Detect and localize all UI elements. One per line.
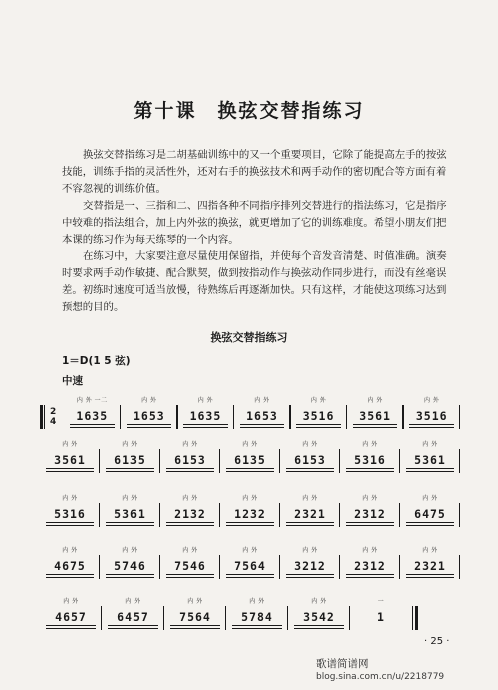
measure <box>102 596 164 632</box>
measure <box>234 395 291 431</box>
paragraph-2-text: 交替指是一、三指和二、四指各种不同指序排列交替进行的指法练习，它是指序中较难的指法组合，加上内外弦的换弦，就更增加了它的训练难度。希望小朋友们把本课的练习作为每天练琴的一个内容。 <box>62 200 447 246</box>
beam-line <box>346 525 394 526</box>
beam-line <box>232 628 282 629</box>
beam-line <box>70 427 115 428</box>
beam-line <box>46 471 94 472</box>
score-row <box>40 545 460 581</box>
measure-notes: 5361 <box>114 507 146 521</box>
beam-line <box>127 424 172 425</box>
fingering-marks: 内 外 <box>362 441 378 448</box>
measure <box>40 545 100 581</box>
measure-notes: 5316 <box>354 453 386 467</box>
fingering-marks: 内 外 <box>242 547 258 554</box>
beam-line <box>170 625 220 626</box>
measure-notes: 5746 <box>114 559 146 573</box>
measure-notes: 7546 <box>174 559 206 573</box>
measure-notes: 2321 <box>294 507 326 521</box>
measure <box>226 596 288 632</box>
measure <box>220 493 280 529</box>
beam-line <box>286 468 334 469</box>
beam-line <box>106 574 154 575</box>
page-number: · 25 · <box>424 636 450 647</box>
measure <box>350 596 412 632</box>
beam-line <box>294 625 344 626</box>
measure <box>100 439 160 475</box>
beam-line <box>226 471 274 472</box>
measure <box>100 493 160 529</box>
measure <box>220 545 280 581</box>
watermark-url: blog.sina.com.cn/u/2218779 <box>316 672 445 682</box>
paragraph-3 <box>62 248 454 316</box>
measure-notes: 1653 <box>246 409 278 423</box>
measure <box>340 545 400 581</box>
measure <box>160 493 220 529</box>
beam-line <box>406 525 454 526</box>
fingering-marks: 内 外 <box>182 495 198 502</box>
measure <box>347 395 404 431</box>
beam-line <box>106 522 154 523</box>
measure-notes: 1653 <box>132 409 165 423</box>
beam-line <box>106 468 154 469</box>
beam-line <box>406 574 454 575</box>
lesson-title: 第十课 换弦交替指练习 <box>133 100 365 122</box>
measure-notes: 6153 <box>174 453 206 467</box>
beam-line <box>166 577 214 578</box>
measure <box>400 545 460 581</box>
beam-line <box>232 625 282 626</box>
fingering-marks: 内 外 <box>182 547 198 554</box>
measure <box>40 596 102 632</box>
measure <box>64 395 121 431</box>
fingering-marks: 内 外 <box>422 441 438 448</box>
time-signature <box>50 407 56 427</box>
fingering-marks: 内 外 <box>422 495 438 502</box>
beam-line <box>346 468 394 469</box>
measure-notes: 2312 <box>354 559 386 573</box>
beam-line <box>296 427 341 428</box>
fingering-marks: 内 外 <box>63 598 79 605</box>
beam-line <box>166 468 214 469</box>
beam-line <box>406 468 454 469</box>
beam-line <box>106 577 154 578</box>
fingering-marks: 内 外 <box>125 598 141 605</box>
barline <box>459 555 460 579</box>
fingering-marks: 内 外 <box>242 495 258 502</box>
watermark-site-name: 歌谱简谱网 <box>316 658 369 670</box>
beam-line <box>226 522 274 523</box>
beam-line <box>286 574 334 575</box>
beam-line <box>166 522 214 523</box>
barline <box>459 449 460 473</box>
measure-notes: 6135 <box>234 453 266 467</box>
measure <box>164 596 226 632</box>
beam-line <box>46 468 94 469</box>
measure <box>340 439 400 475</box>
beam-line <box>346 471 394 472</box>
measure <box>340 493 400 529</box>
fingering-marks: 内 外 <box>302 547 318 554</box>
beam-line <box>346 574 394 575</box>
measure-notes: 7564 <box>179 610 211 624</box>
measure <box>280 439 340 475</box>
measure-notes: 2132 <box>174 507 206 521</box>
measure-notes: 1232 <box>234 507 266 521</box>
fingering-marks: 内 外 <box>62 441 78 448</box>
measure-notes: 2312 <box>354 507 386 521</box>
beam-line <box>170 628 220 629</box>
fingering-marks: 内 外 <box>141 397 157 404</box>
measure <box>177 395 234 431</box>
measure-notes: 2321 <box>414 559 446 573</box>
exercise-title: 换弦交替指练习 <box>210 331 288 344</box>
measure-notes: 1635 <box>189 409 222 423</box>
beam-line <box>240 424 285 425</box>
tempo-mark: 中速 <box>62 375 83 387</box>
fingering-marks: 内 外 <box>423 397 440 404</box>
beam-line <box>46 577 94 578</box>
fingering-marks: 内 外 <box>62 547 78 554</box>
fingering-marks: 内 外 <box>249 598 265 605</box>
beam-line <box>406 471 454 472</box>
beam-line <box>286 471 334 472</box>
paragraph-1-text: 换弦交替指练习是二胡基础训练中的又一个重要项目，它除了能提高左手的按弦技能，训练手指的灵活性外，还对右手的换弦技术和两手动作的密切配合等方面有着不容忽视的训练价值。 <box>62 149 447 195</box>
measure <box>160 439 220 475</box>
measure-notes: 4675 <box>54 559 86 573</box>
beam-line <box>346 522 394 523</box>
paragraph-2 <box>62 198 454 249</box>
beam-line <box>183 424 228 425</box>
measure-notes: 3542 <box>303 610 335 624</box>
beam-line <box>108 625 158 626</box>
beam-line <box>286 522 334 523</box>
beam-line <box>46 525 94 526</box>
fingering-marks: 内 外 <box>362 547 378 554</box>
beam-line <box>286 525 334 526</box>
measure <box>280 545 340 581</box>
fingering-marks: 内 外 <box>367 397 383 404</box>
beam-line <box>240 427 285 428</box>
measure-notes: 5316 <box>54 507 86 521</box>
beam-line <box>166 525 214 526</box>
fingering-marks: 内 外 <box>254 397 270 404</box>
beam-line <box>127 427 172 428</box>
measure <box>403 395 460 431</box>
measure-notes: 1 <box>377 610 385 624</box>
fingering-marks: 内 外 <box>302 441 318 448</box>
beam-line <box>353 424 398 425</box>
beam-line <box>46 628 96 629</box>
beam-line <box>108 628 158 629</box>
beam-line <box>294 628 344 629</box>
measure-notes: 6135 <box>114 453 146 467</box>
beam-line <box>46 625 96 626</box>
beam-line <box>46 574 94 575</box>
measure <box>288 596 350 632</box>
fingering-marks: 内 外 <box>242 441 258 448</box>
paragraph-3-text: 在练习中，大家要注意尽量使用保留指，并使每个音发音清楚、时值准确。演奏时要求两手动作敏捷、配合默契，做到按指动作与换弦动作同步进行，而没有丝毫误差。初练时速度可适当放慢，待熟练后再逐渐加快。只有这样，才能使这项练习达到预想的目的。 <box>62 250 447 313</box>
beam-line <box>406 577 454 578</box>
beam-line <box>353 427 398 428</box>
measure <box>290 395 347 431</box>
beam-line <box>226 468 274 469</box>
barline <box>459 405 460 429</box>
measure <box>400 493 460 529</box>
measure <box>100 545 160 581</box>
measure-notes: 3516 <box>415 409 448 423</box>
beam-line <box>226 574 274 575</box>
fingering-marks: 内 外 <box>310 397 327 404</box>
beam-line <box>106 471 154 472</box>
beam-line <box>70 424 115 425</box>
fingering-marks: 内 外 <box>122 495 138 502</box>
beam-line <box>46 522 94 523</box>
fingering-marks: 内 外 <box>187 598 203 605</box>
fingering-marks: 内 外 <box>197 397 214 404</box>
fingering-marks: 内 外 <box>62 495 78 502</box>
start-repeat-barline <box>40 405 48 429</box>
fingering-marks: 内 外 <box>122 547 138 554</box>
beam-line <box>296 424 341 425</box>
end-barline <box>412 606 418 630</box>
beam-line <box>226 577 274 578</box>
time-signature-bottom: 4 <box>50 417 57 427</box>
fingering-marks: 内 外 <box>182 441 198 448</box>
score-row <box>40 596 460 632</box>
measure-notes: 6457 <box>117 610 149 624</box>
measure-notes: 3212 <box>294 559 326 573</box>
measure-notes: 7564 <box>234 559 266 573</box>
measure-notes: 3516 <box>302 409 335 423</box>
fingering-marks: 一 <box>377 598 385 605</box>
beam-line <box>286 577 334 578</box>
score-row <box>40 493 460 529</box>
beam-line <box>166 471 214 472</box>
measure-notes: 3561 <box>54 453 86 467</box>
measure <box>280 493 340 529</box>
measure-notes: 5361 <box>414 453 446 467</box>
measure <box>220 439 280 475</box>
beam-line <box>409 427 454 428</box>
measure-notes: 6475 <box>414 507 446 521</box>
beam-line <box>346 577 394 578</box>
fingering-marks: 内 外 <box>311 598 327 605</box>
measure <box>40 439 100 475</box>
measure-notes: 4657 <box>55 610 87 624</box>
beam-line <box>106 525 154 526</box>
measure <box>400 439 460 475</box>
fingering-marks: 内 外 <box>122 441 138 448</box>
measure-notes: 5784 <box>241 610 273 624</box>
beam-line <box>406 522 454 523</box>
measure <box>121 395 178 431</box>
beam-line <box>409 424 454 425</box>
beam-line <box>226 525 274 526</box>
fingering-marks: 内 外 一二 <box>76 397 108 404</box>
beam-line <box>166 574 214 575</box>
paragraph-1 <box>62 147 454 198</box>
fingering-marks: 内 外 <box>302 495 318 502</box>
score-row <box>40 395 460 431</box>
barline <box>459 503 460 527</box>
measure-notes: 3561 <box>359 409 391 423</box>
beam-line <box>183 427 228 428</box>
measure <box>160 545 220 581</box>
key-signature: 1＝D(1 5 弦) <box>62 355 131 367</box>
measure <box>40 493 100 529</box>
fingering-marks: 内 外 <box>422 547 438 554</box>
measure-notes: 1635 <box>76 409 109 423</box>
score-row <box>40 439 460 475</box>
measure-notes: 6153 <box>294 453 326 467</box>
time-signature-top: 2 <box>50 407 57 417</box>
fingering-marks: 内 外 <box>362 495 378 502</box>
